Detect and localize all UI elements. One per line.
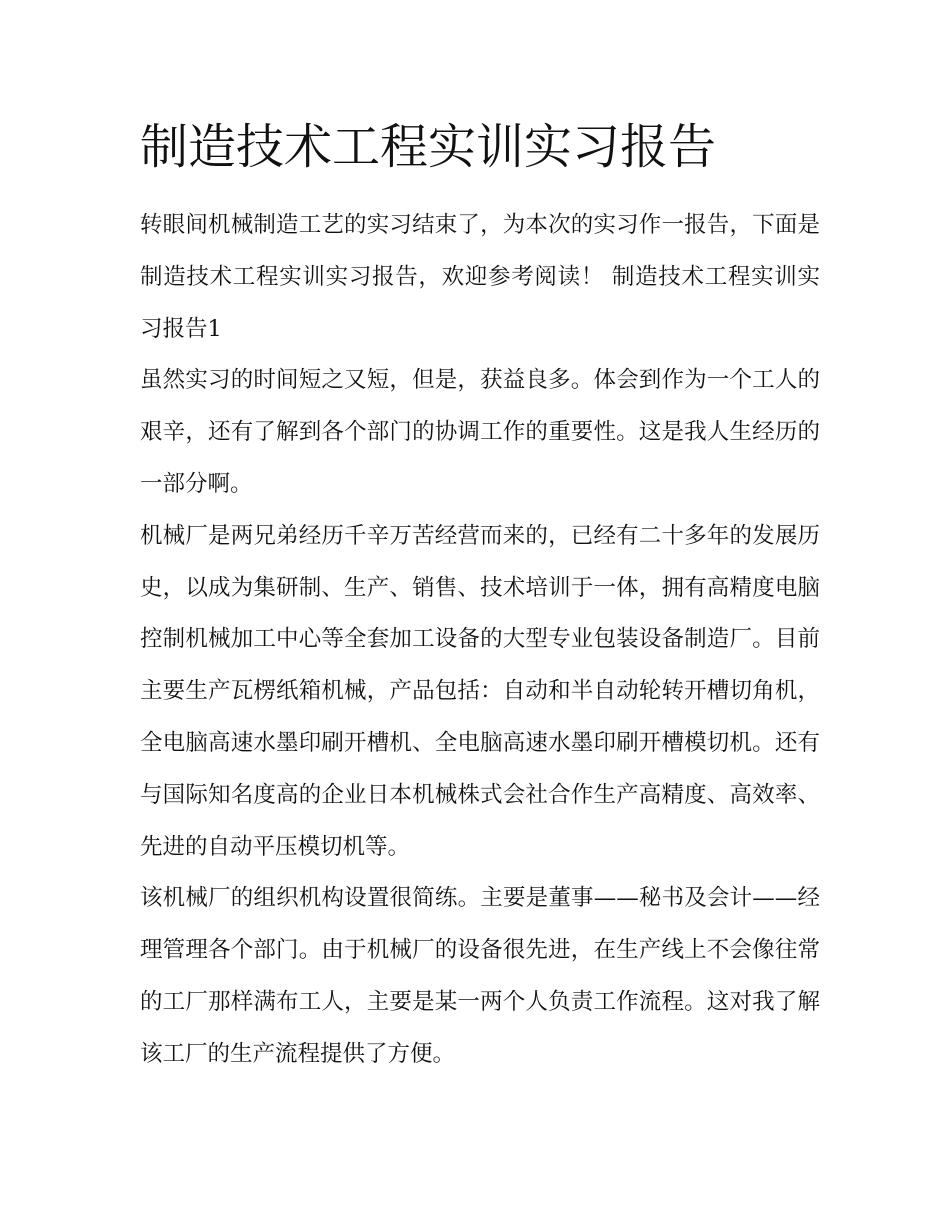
paragraph-organization: 该机械厂的组织机构设置很简练。主要是董事——秘书及会计——经理管理各个部门。由于机械厂的设备很先进，在生产线上不会像往常的工厂那样满布工人，主要是某一两个人负责工作流程。这对我了解该工厂的生产流程提供了方便。 bbox=[140, 885, 820, 1067]
document-title: 制造技术工程实训实习报告 bbox=[140, 119, 717, 175]
paragraph-factory-overview: 机械厂是两兄弟经历千辛万苦经营而来的，已经有二十多年的发展历史，以成为集研制、生产、销售、技术培训于一体，拥有高精度电脑控制机械加工中心等全套加工设备的大型专业包装设备制造厂。目前主要生产瓦楞纸箱机械，产品包括：自动和半自动轮转开槽切角机，全电脑高速水墨印刷开槽机、全电脑高速水墨印刷开槽模切机。还有与国际知名度高的企业日本机械株式会社合作生产高精度、高效率、先进的自动平压模切机等。 bbox=[140, 522, 820, 860]
paragraph-reflection: 虽然实习的时间短之又短，但是，获益良多。体会到作为一个工人的艰辛，还有了解到各个部门的协调工作的重要性。这是我人生经历的一部分啊。 bbox=[140, 367, 820, 497]
paragraph-intro: 转眼间机械制造工艺的实习结束了，为本次的实习作一报告，下面是制造技术工程实训实习报告，欢迎参考阅读！ 制造技术工程实训实习报告1 bbox=[140, 212, 820, 342]
document-body bbox=[140, 112, 820, 1081]
